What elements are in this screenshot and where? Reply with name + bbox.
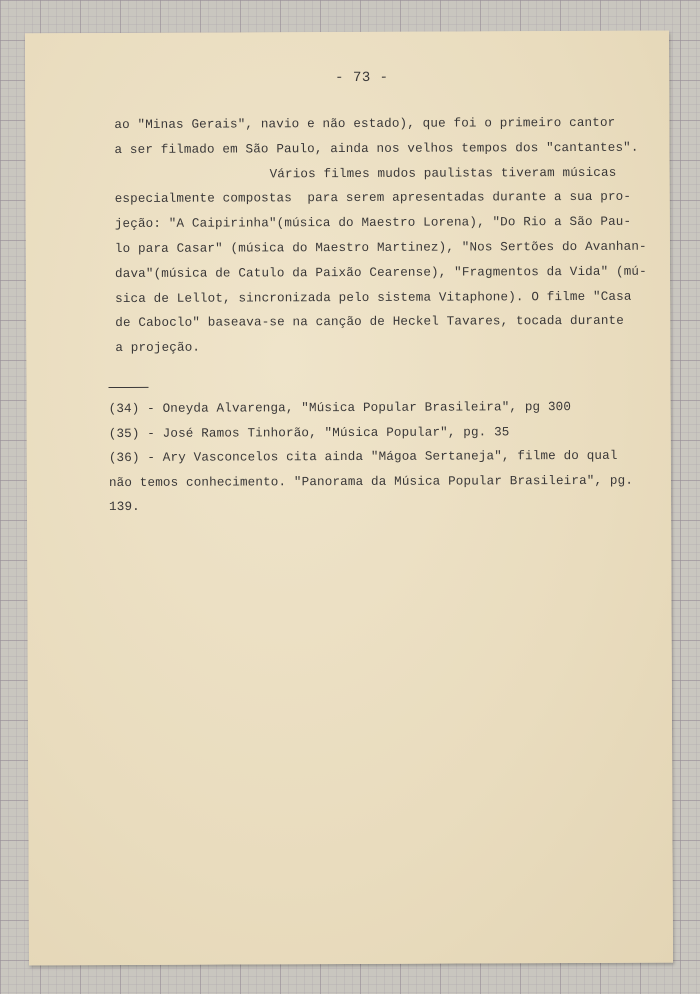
text-line: sica de Lellot, sincronizada pelo sistema Vitaphone). O filme "Casa: [115, 289, 632, 306]
text-line: ao "Minas Gerais", navio e não estado), que foi o primeiro cantor: [114, 115, 616, 133]
text-line: lo para Casar" (música do Maestro Martinez), "Nos Sertões do Avanhan-: [114, 239, 647, 257]
footnote-34: (34) - Oneyda Alvarenga, "Música Popular Brasileira", pg 300: [108, 400, 572, 417]
typewritten-page: [25, 31, 673, 966]
footnote-35: (35) - José Ramos Tinhorão, "Música Popular", pg. 35: [108, 424, 510, 441]
footnote-divider: [109, 387, 149, 388]
text-line: jeção: "A Caipirinha"(música do Maestro Lorena), "Do Rio a São Pau-: [114, 214, 632, 232]
footnote-36-page: 139.: [109, 500, 140, 515]
footnote-36: (36) - Ary Vasconcelos cita ainda "Mágoa Sertaneja", filme do qual: [108, 449, 618, 466]
text-line: de Caboclo" baseava-se na canção de Heckel Tavares, tocada durante: [115, 314, 624, 331]
footnote-36-continued: não temos conhecimento. "Panorama da Música Popular Brasileira", pg.: [108, 473, 634, 490]
text-line: especialmente compostas para serem apresentadas durante a sua pro-: [114, 190, 632, 207]
page-number: - 73 -: [335, 69, 389, 87]
text-line: Vários filmes mudos paulistas tiveram músicas: [269, 165, 617, 181]
body-paragraph: [114, 111, 645, 361]
text-line: a ser filmado em São Paulo, ainda nos velhos tempos dos "cantantes".: [114, 140, 639, 157]
text-line: a projeção.: [115, 340, 201, 356]
footnotes: [109, 395, 650, 520]
text-line: dava"(música de Catulo da Paixão Cearense), "Fragmentos da Vida" (mú-: [114, 264, 647, 281]
